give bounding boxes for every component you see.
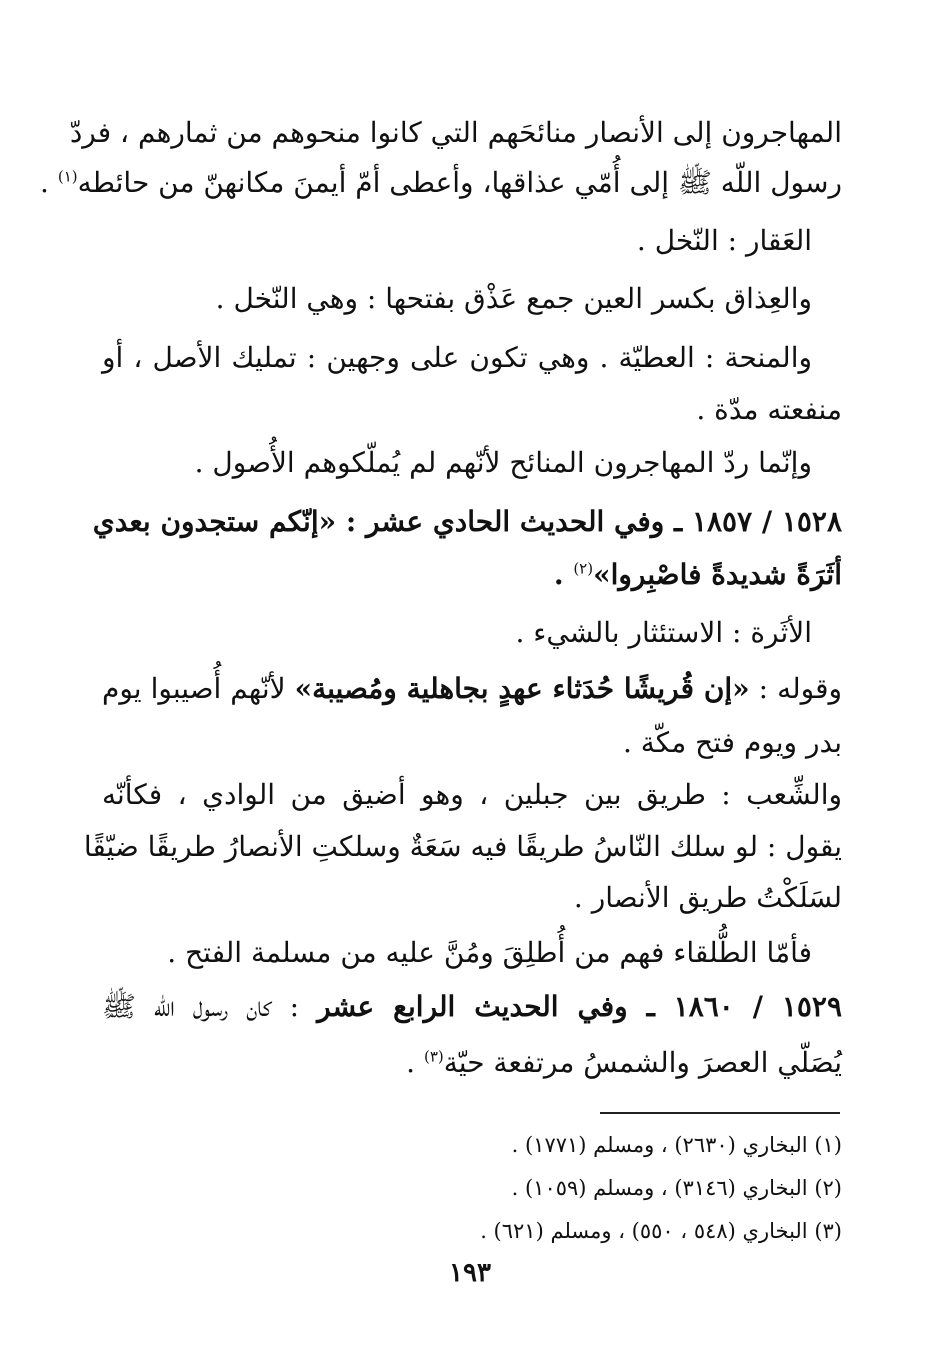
text-line: والمنحة : العطيّة . وهي تكون على وجهين : تمليك الأصل ، أو — [102, 341, 812, 374]
footnote: (٢) البخاري (٣١٤٦) ، ومسلم (١٠٥٩) . — [511, 1176, 842, 1200]
footnote-marker: (٣) — [423, 1047, 444, 1066]
text-line: يقول : لو سلك النّاسُ طريقًا فيه سَعَةٌ وسلكتِ الأنصارُ طريقًا ضيّقًا — [83, 830, 842, 863]
text-line: المهاجرون إلى الأنصار منائحَهم التي كانوا منحوهم من ثمارهم ، فردّ — [69, 116, 842, 149]
text-line: فأمّا الطُّلقاء فهم من أُطلِقَ ومُنَّ عليه من مسلمة الفتح . — [167, 936, 812, 969]
text-line: منفعته مدّة . — [696, 393, 842, 426]
text-line: يُصَلّي العصرَ والشمسُ مرتفعة حيّة$^{(٣)}$ . — [406, 1046, 842, 1079]
text-line: وإنّما ردّ المهاجرون المنائح لأنّهم لم يُملّكوهم الأُصول . — [194, 446, 812, 479]
text-line: وقوله : «إن قُريشًا حُدَثاء عهدٍ بجاهلية ومُصيبة» لأنّهم أُصيبوا يوم — [102, 672, 843, 705]
text-line: بدر ويوم فتح مكّة . — [622, 726, 842, 759]
footnote: (٣) البخاري (٥٤٨ ، ٥٥٠) ، ومسلم (٦٢١) . — [480, 1219, 842, 1243]
text-line: لسَلَكْتُ طريق الأنصار . — [573, 881, 842, 914]
footnote-marker: (٢) — [573, 559, 594, 578]
quoted-hadith: «إن قُريشًا حُدَثاء عهدٍ بجاهلية ومُصيبة» — [294, 672, 750, 705]
hadith-heading-1528: ١٥٢٨ / ١٨٥٧ ـ وفي الحديث الحادي عشر : «إنّكم ستجدون بعدي — [92, 505, 842, 538]
footnote-divider — [600, 1112, 840, 1114]
text-line: والعِذاق بكسر العين جمع عَذْق بفتحها : وهي النّخل . — [215, 282, 812, 315]
text-line: والشِّعب : طريق بين جبلين ، وهو أضيق من الوادي ، فكأنّه — [102, 778, 842, 811]
text-line: أثَرَةً شديدةً فاصْبِروا»$^{(٢)}$ . — [553, 558, 842, 591]
text-line: الأثَرة : الاستئثار بالشيء . — [515, 616, 812, 649]
footnote: (١) البخاري (٢٦٣٠) ، ومسلم (١٧٧١) . — [511, 1133, 842, 1157]
text-line: رسول اللّه ﷺ إلى أُمّي عذاقها، وأعطى أمّ أيمنَ مكانهنّ من حائطه$^{(١)}$ . — [40, 166, 842, 199]
hadith-heading-1529: ١٥٢٩ / ١٨٦٠ ـ وفي الحديث الرابع عشر : كان رسول اللّه ﷺ — [102, 990, 842, 1023]
footnote-marker: (١) — [57, 167, 78, 186]
text-line: العَقار : النّخل . — [636, 224, 812, 257]
page-number: ١٩٣ — [449, 1258, 491, 1288]
